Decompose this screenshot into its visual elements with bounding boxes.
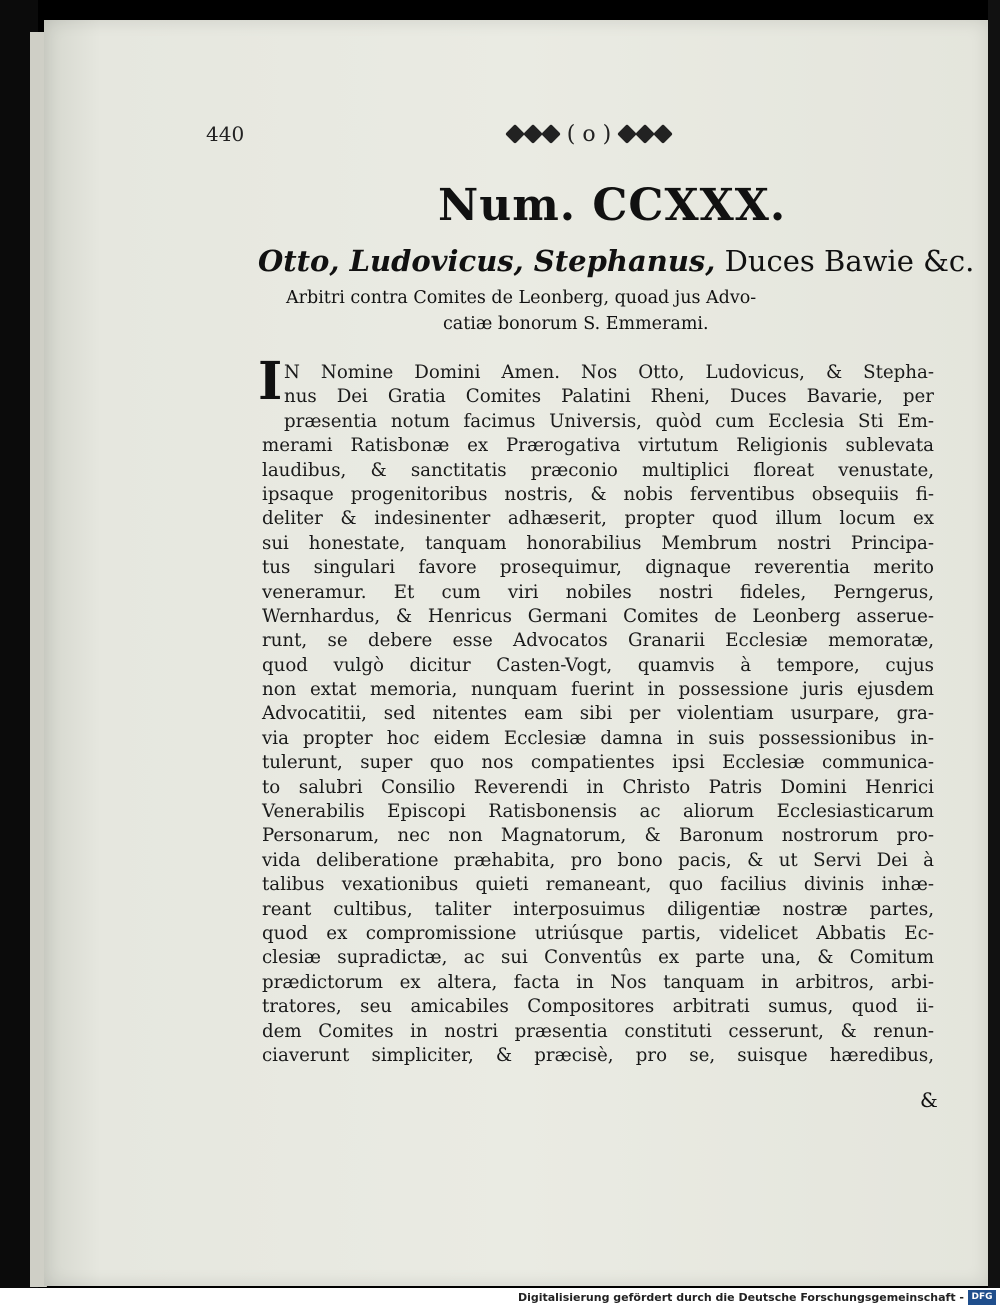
body-line: merami Ratisbonæ ex Prærogativa virtutum Religionis sublevata — [262, 435, 934, 457]
body-line: reant cultibus, taliter interposuimus diligentiæ nostræ partes, — [262, 898, 934, 920]
body-line: Advocatitii, sed nitentes eam sibi per violentiam usurpare, gra- — [262, 703, 934, 725]
body-line: sui honestate, tanquam honorabilius Membrum nostri Principa- — [262, 532, 934, 554]
body-line: runt, se debere esse Advocatos Granarii Ecclesiæ memoratæ, — [262, 630, 934, 652]
body-line: tus singulari favore prosequimur, dignaque reverentia merito — [262, 557, 934, 579]
body-line: vida deliberatione præhabita, pro bono pacis, & ut Servi Dei à — [262, 849, 934, 871]
right-border — [988, 0, 1000, 1288]
body-line: non extat memoria, nunquam fuerint in possessione juris ejusdem — [262, 679, 934, 701]
body-line: veneramur. Et cum viri nobiles nostri fideles, Perngerus, — [262, 581, 934, 603]
drop-capital: I — [258, 351, 283, 412]
body-line: quod ex compromissione utriúsque partis, videlicet Abbatis Ec- — [262, 922, 934, 944]
page-number: 440 — [206, 122, 245, 146]
body-text — [262, 361, 934, 1068]
body-line: laudibus, & sanctitatis præconio multiplici floreat venustate, — [262, 459, 934, 481]
footer-credit: Digitalisierung gefördert durch die Deutsche Forschungsgemeinschaft - — [517, 1291, 964, 1304]
heading-title: Duces Bawie &c. — [724, 244, 975, 278]
body-line: via propter hoc eidem Ecclesiæ damna in suis possessionibus in- — [262, 727, 934, 749]
body-line: Personarum, nec non Magnatorum, & Baronum nostrorum pro- — [262, 825, 934, 847]
body-line: ipsaque progenitoribus nostris, & nobis ferventibus obsequiis fi- — [262, 483, 934, 505]
heading-names: Otto, Ludovicus, Stephanus, — [258, 244, 716, 278]
body-line: N Nomine Domini Amen. Nos Otto, Ludovicus, & Stepha- — [284, 362, 934, 383]
body-line: dem Comites in nostri præsentia constituti cesserunt, & renun- — [262, 1020, 934, 1042]
body-line: clesiæ supradictæ, ac sui Conventûs ex parte una, & Comitum — [262, 947, 934, 969]
body-line: tulerunt, super quo nos compatientes ipsi Ecclesiæ communica- — [262, 752, 934, 774]
body-line: to salubri Consilio Reverendi in Christo Patris Domini Henrici — [262, 776, 934, 798]
body-line: prædictorum ex altera, facta in Nos tanquam in arbitros, arbi- — [262, 971, 934, 993]
body-line: præsentia notum facimus Universis, quòd cum Ecclesia Sti Em- — [284, 410, 934, 432]
body-line: nus Dei Gratia Comites Palatini Rheni, Duces Bavarie, per — [284, 386, 934, 408]
body-line: quod vulgò dicitur Casten-Vogt, quamvis à tempore, cujus — [262, 654, 934, 676]
body-line: Venerabilis Episcopi Ratisbonensis ac aliorum Ecclesiasticarum — [262, 801, 934, 823]
subheading-line-1: Arbitri contra Comites de Leonberg, quoad jus Advo- — [286, 288, 757, 308]
ornament-right-icon — [619, 127, 671, 141]
body-line: Wernhardus, & Henricus Germani Comites de Leonberg asserue- — [262, 605, 934, 627]
dfg-logo-icon: DFG — [968, 1290, 996, 1305]
body-line: talibus vexationibus quieti remaneant, quo facilius divinis inhæ- — [262, 874, 934, 896]
document-number: Num. CCXXX. — [438, 180, 787, 231]
body-line: tratores, seu amicabiles Compositores arbitrati sumus, quod ii- — [262, 996, 934, 1018]
footer-bar — [0, 1288, 1000, 1309]
body-line: ciaverunt simpliciter, & præcisè, pro se, suisque hæredibus, — [262, 1044, 934, 1066]
body-line: deliter & indesinenter adhæserit, propter quod illum locum ex — [262, 508, 934, 530]
document-heading — [258, 244, 974, 278]
subheading-line-2: catiæ bonorum S. Emmerami. — [443, 314, 709, 334]
running-head-text: ( o ) — [566, 121, 612, 147]
catchword: & — [920, 1088, 938, 1112]
ornament-left-icon — [507, 127, 559, 141]
running-head — [484, 120, 694, 148]
